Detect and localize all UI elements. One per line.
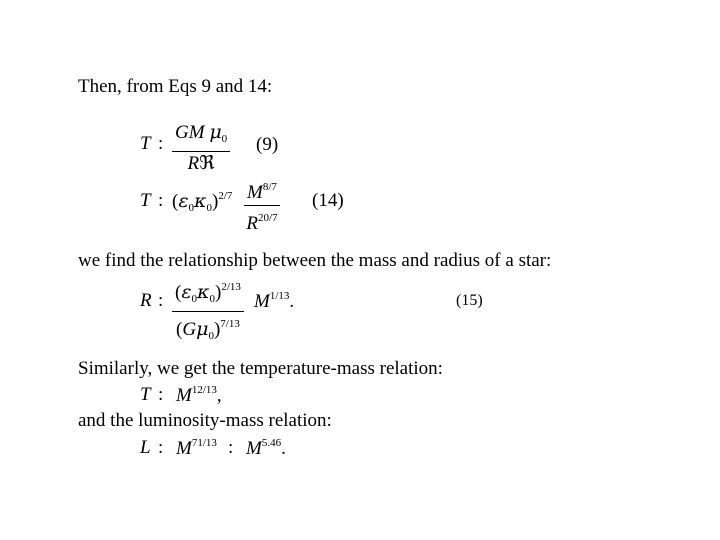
eqt-colon: : [158,384,164,405]
eq9-lhs: T [140,133,151,154]
eq15-denominator: $(G\mu_0)^{7/13}$ [176,318,240,342]
eq14-label: (14) [312,190,344,211]
eq15-colon: : [158,290,164,311]
eqt-lhs: T [140,384,151,405]
eql-colon-2: : [228,437,234,458]
eq9-numerator: GM $\mu_0$ [172,121,230,152]
eq9-label: (9) [256,134,279,155]
eq15-label: (15) [456,292,483,309]
eq9-denominator: Rℜ [187,153,215,174]
eq15-lhs: R [140,290,152,311]
relation-text: we find the relationship between the mass and radius of a star: [78,250,552,271]
eql-mass-term-2: $M^{5.46}$. [246,437,286,459]
eq15-fraction [172,276,244,347]
eql-lhs: L [140,437,151,458]
eq14-colon: : [158,190,164,211]
eqt-mass-term: $M^{12/13}$, [176,384,222,406]
eq14-numerator: $M^{8/7}$ [244,176,280,206]
temperature-mass-text: Similarly, we get the temperature-mass relation: [78,358,443,379]
intro-text: Then, from Eqs 9 and 14: [78,76,273,97]
eq15-numerator: $(\varepsilon_0\kappa_0)^{2/13}$ [172,276,244,312]
eq14-lhs: T [140,190,151,211]
eq15-mass-term: $M^{1/13}$. [254,290,295,312]
luminosity-mass-text: and the luminosity-mass relation: [78,410,332,431]
eql-mass-term-1: $M^{71/13}$ [176,437,217,459]
eql-colon: : [158,437,164,458]
eq14-fraction [244,176,280,235]
eq9-colon: : [158,133,164,154]
eq14-denominator: $R^{20/7}$ [246,212,278,234]
eq14-paren-group: $(\varepsilon_0\kappa_0)^{2/7}$ [172,190,233,214]
eq9-fraction [172,121,230,175]
